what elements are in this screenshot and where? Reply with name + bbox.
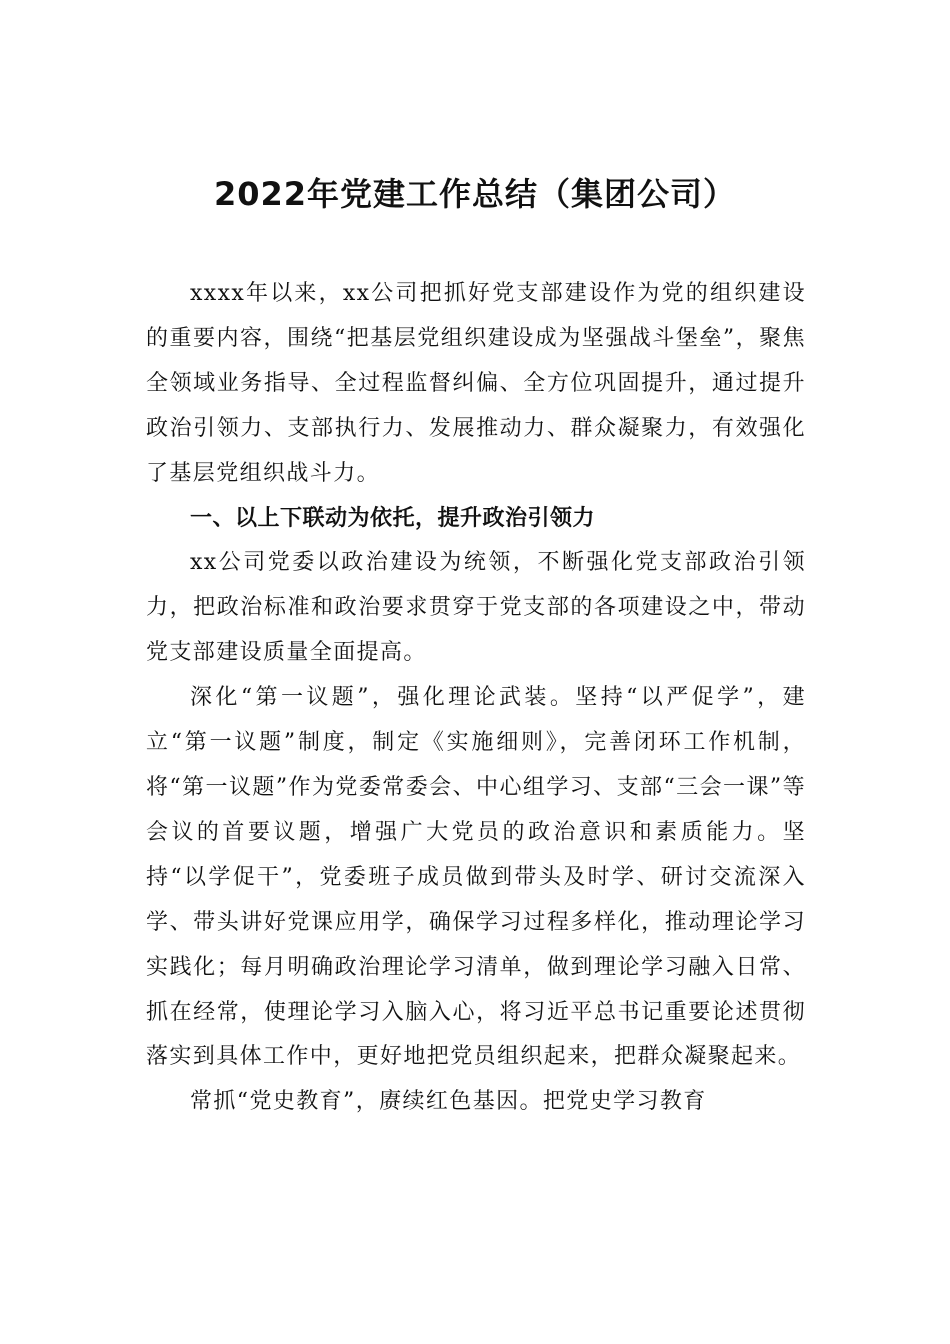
section-1-paragraph-1: xx公司党委以政治建设为统领，不断强化党支部政治引领力，把政治标准和政治要求贯穿于党支部的各项建设之中，带动党支部建设质量全面提高。 <box>146 550 806 666</box>
document-body <box>146 272 806 1125</box>
section-heading-1: 一、以上下联动为依托，提升政治引领力 <box>190 505 596 531</box>
section-1-paragraph-3: 常抓“党史教育”，赓续红色基因。把党史学习教育 <box>190 1089 707 1115</box>
document-title: 2022年党建工作总结（集团公司） <box>213 175 737 213</box>
section-1-paragraph-2: 深化“第一议题”，强化理论武装。坚持“以严促学”，建立“第一议题”制度，制定《实施细则》，完善闭环工作机制，将“第一议题”作为党委常委会、中心组学习、支部“三会一课”等会议的首要议题，增强广大党员的政治意识和素质能力。坚持“以学促干”，党委班子成员做到带头及时学、研讨交流深入学、带头讲好党课应用学，确保学习过程多样化，推动理论学习实践化；每月明确政治理论学习清单，做到理论学习融入日常、抓在经常，使理论学习入脑入心，将习近平总书记重要论述贯彻落实到具体工作中，更好地把党员组织起来，把群众凝聚起来。 <box>146 685 806 1070</box>
intro-paragraph: xxxx年以来，xx公司把抓好党支部建设作为党的组织建设的重要内容，围绕“把基层党组织建设成为坚强战斗堡垒”，聚焦全领域业务指导、全过程监督纠偏、全方位巩固提升，通过提升政治引领力、支部执行力、发展推动力、群众凝聚力，有效强化了基层党组织战斗力。 <box>146 281 806 486</box>
